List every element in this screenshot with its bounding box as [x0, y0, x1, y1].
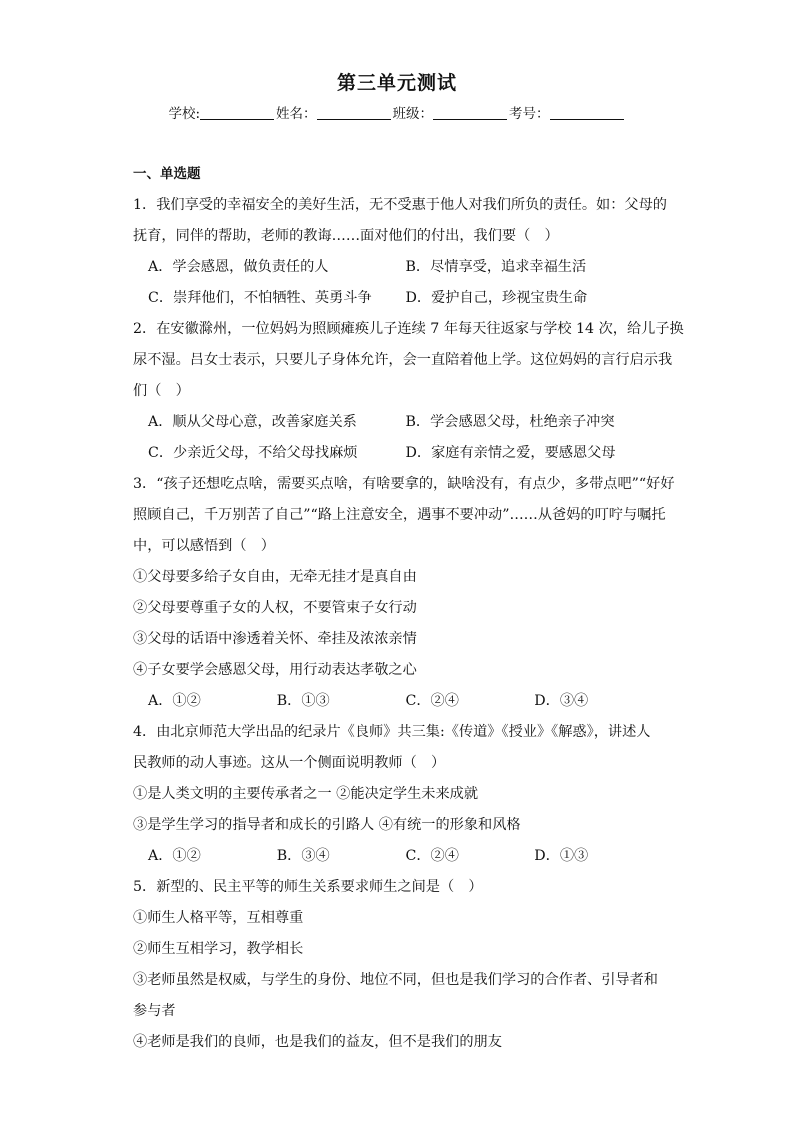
- option-b[interactable]: B．①③: [276, 693, 330, 709]
- name-blank: [317, 105, 391, 120]
- option-c[interactable]: C．②④: [405, 848, 459, 864]
- options-row: [133, 841, 663, 872]
- question-stem-line: 3．“孩子还想吃点啥，需要买点啥，有啥要拿的，缺啥没有，有点少，多带点吧”“好好: [133, 476, 675, 492]
- question-stem-line: 抚育，同伴的帮助，老师的教诲……面对他们的付出，我们要（ ）: [133, 228, 559, 244]
- question-stem-line: 4．由北京师范大学出品的纪录片《良师》共三集:《传道》《授业》《解惑》，讲述人: [133, 724, 651, 740]
- option-a[interactable]: A．学会感恩，做负责任的人: [148, 259, 329, 275]
- name-label: 姓名：: [276, 106, 317, 122]
- statement: ①是人类文明的主要传承者之一 ②能决定学生未来成就: [133, 786, 479, 802]
- exam-number-field: [509, 102, 626, 122]
- question-stem-line: 民教师的动人事迹。这从一个侧面说明教师（ ）: [133, 755, 446, 771]
- statement: ②父母要尊重子女的人权，不要管束子女行动: [133, 600, 417, 616]
- question-4: [133, 717, 663, 872]
- option-a[interactable]: A．①②: [148, 693, 201, 709]
- statement: ③老师虽然是权威，与学生的身份、地位不同，但也是我们学习的合作者、引导者和: [133, 972, 658, 988]
- option-c[interactable]: C．②④: [405, 693, 459, 709]
- question-5: [133, 872, 663, 1058]
- question-stem-line: 们（ ）: [133, 383, 190, 399]
- option-b[interactable]: B．学会感恩父母，杜绝亲子冲突: [405, 414, 615, 430]
- option-b[interactable]: B．尽情享受，追求幸福生活: [405, 259, 587, 275]
- options-row: [133, 407, 663, 438]
- page-title: 第三单元测试: [336, 72, 457, 94]
- question-stem-line: 照顾自己，千万别苦了自己”“路上注意安全，遇事不要冲动”……从爸妈的叮咛与嘱托: [133, 507, 666, 523]
- options-row: [133, 283, 663, 314]
- statement: ④老师是我们的良师，也是我们的益友，但不是我们的朋友: [133, 1034, 502, 1050]
- name-field: [276, 102, 393, 122]
- student-info-row: [0, 102, 794, 122]
- school-label: 学校:: [168, 106, 201, 122]
- option-d[interactable]: D．①③: [534, 848, 589, 864]
- class-label: 班级：: [392, 106, 434, 122]
- option-d[interactable]: D．家庭有亲情之爱，要感恩父母: [405, 445, 616, 461]
- question-1: [133, 190, 667, 314]
- question-stem-line: 1．我们享受的幸福安全的美好生活，无不受惠于他人对我们所负的责任。如：父母的: [133, 197, 667, 213]
- option-d[interactable]: D．③④: [534, 693, 589, 709]
- school-field: [168, 102, 276, 122]
- option-a[interactable]: A．①②: [148, 848, 201, 864]
- school-blank: [200, 105, 274, 120]
- statement: 参与者: [133, 1003, 176, 1019]
- options-row: [133, 252, 663, 283]
- statement: ①师生人格平等，互相尊重: [133, 910, 304, 926]
- option-c[interactable]: C．少亲近父母，不给父母找麻烦: [148, 445, 358, 461]
- section-heading: 一、单选题: [133, 166, 201, 182]
- statement: ①父母要多给子女自由，无牵无挂才是真自由: [133, 569, 417, 585]
- class-blank: [433, 105, 507, 120]
- question-stem-line: 2．在安徽滁州，一位妈妈为照顾瘫痪儿子连续 7 年每天往返家与学校 14 次，给儿子换: [133, 321, 684, 337]
- question-stem-line: 5．新型的、民主平等的师生关系要求师生之间是（ ）: [133, 879, 483, 895]
- question-stem-line: 中，可以感悟到（ ）: [133, 538, 275, 554]
- question-3: [133, 469, 675, 717]
- options-row: [133, 438, 663, 469]
- exam-number-blank: [550, 105, 624, 120]
- class-field: [393, 102, 510, 122]
- options-row: [133, 686, 663, 717]
- statement: ③父母的话语中渗透着关怀、牵挂及浓浓亲情: [133, 631, 417, 647]
- question-list: [133, 164, 684, 1058]
- option-b[interactable]: B．③④: [276, 848, 330, 864]
- option-a[interactable]: A．顺从父母心意，改善家庭关系: [148, 414, 357, 430]
- question-2: [133, 314, 684, 469]
- exam-number-label: 考号：: [509, 106, 550, 122]
- option-d[interactable]: D．爱护自己，珍视宝贵生命: [405, 290, 588, 306]
- question-stem-line: 尿不湿。吕女士表示，只要儿子身体允许，会一直陪着他上学。这位妈妈的言行启示我: [133, 352, 673, 368]
- statement: ④子女要学会感恩父母，用行动表达孝敬之心: [133, 662, 417, 678]
- statement: ③是学生学习的指导者和成长的引路人 ④有统一的形象和风格: [133, 817, 521, 833]
- statement: ②师生互相学习，教学相长: [133, 941, 304, 957]
- option-c[interactable]: C．崇拜他们，不怕牺牲、英勇斗争: [148, 290, 372, 306]
